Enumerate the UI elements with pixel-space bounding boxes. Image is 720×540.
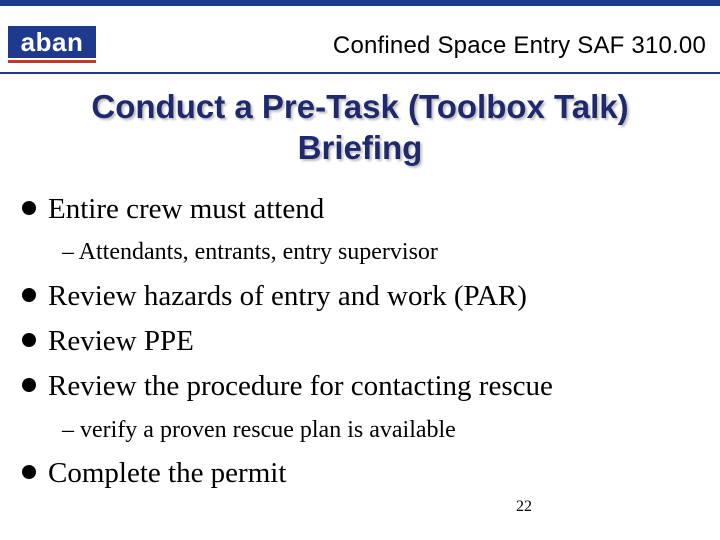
bullet-text: Review the procedure for contacting rescue bbox=[48, 370, 553, 402]
slide-title bbox=[0, 86, 720, 168]
bullet-text: Review PPE bbox=[48, 325, 194, 357]
bullet-item bbox=[22, 280, 527, 313]
slide-title-line-2: Briefing bbox=[297, 129, 423, 166]
bullet-dot-icon bbox=[22, 333, 36, 347]
bullet-dot-icon bbox=[22, 465, 36, 479]
logo-text: aban bbox=[8, 26, 96, 58]
sub-bullet-item: – Attendants, entrants, entry supervisor bbox=[62, 239, 438, 265]
bullet-dot-icon bbox=[22, 201, 36, 215]
bullet-text: Review hazards of entry and work (PAR) bbox=[48, 280, 527, 312]
slide-header bbox=[0, 6, 720, 74]
bullet-item bbox=[22, 193, 324, 226]
slide-title-line-1: Conduct a Pre-Task (Toolbox Talk) bbox=[91, 88, 629, 125]
sub-bullet-item: – verify a proven rescue plan is available bbox=[62, 417, 456, 443]
bullet-dot-icon bbox=[22, 378, 36, 392]
bullet-text: Complete the permit bbox=[48, 457, 287, 489]
bullet-text: Entire crew must attend bbox=[48, 193, 325, 225]
header-divider bbox=[0, 72, 720, 74]
bullet-item bbox=[22, 457, 286, 490]
logo-underline bbox=[8, 60, 96, 63]
bullet-item bbox=[22, 370, 553, 403]
course-title: Confined Space Entry SAF 310.00 bbox=[332, 32, 706, 59]
bullet-item bbox=[22, 325, 194, 358]
bullet-dot-icon bbox=[22, 288, 36, 302]
aban-logo bbox=[8, 26, 96, 64]
page-number: 22 bbox=[516, 498, 532, 515]
